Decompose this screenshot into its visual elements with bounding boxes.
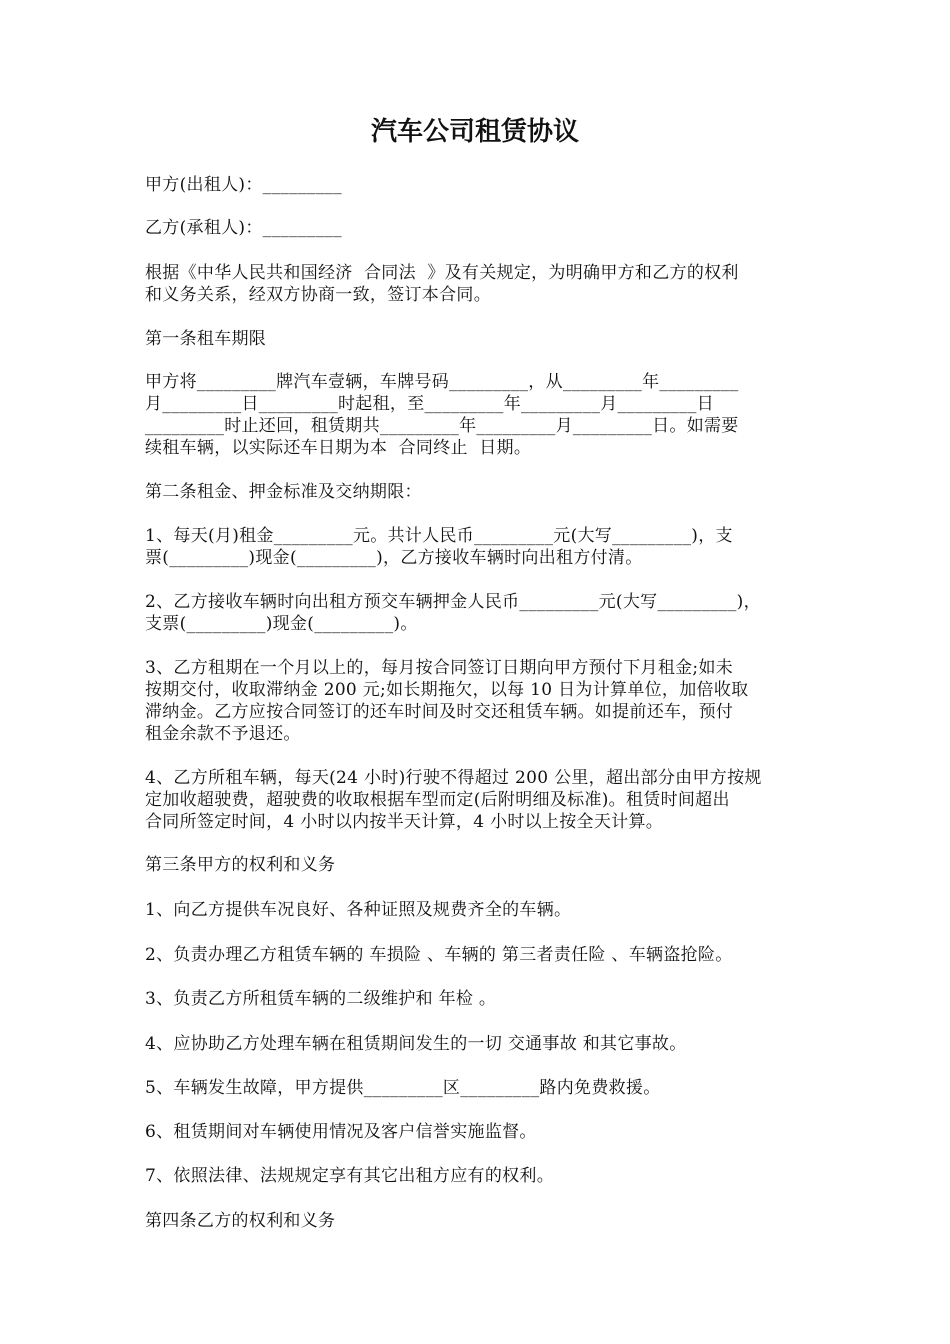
article2-item3-line: 租金余款不予退还。	[145, 724, 301, 744]
document-title: 汽车公司租赁协议	[370, 117, 579, 147]
article2-item3	[145, 657, 810, 745]
article2-item3-line: 滞纳金。乙方应按合同签订的还车时间及时交还租赁车辆。如提前还车，预付	[145, 702, 734, 722]
article2-item1	[145, 525, 810, 569]
article2-item1-line: 1、每天(月)租金_________元。共计人民币_________元(大写_________)，支	[145, 526, 733, 546]
article1-line: 续租车辆，以实际还车日期为本 合同终止 日期。	[145, 438, 532, 458]
article3-item1: 1、向乙方提供车况良好、各种证照及规费齐全的车辆。	[145, 900, 572, 920]
article2-item1-line: 票(_________)现金(_________)，乙方接收车辆时向出租方付清。	[145, 548, 643, 568]
article4-heading: 第四条乙方的权利和义务	[145, 1211, 336, 1231]
article3-item5: 5、车辆发生故障，甲方提供_________区_________路内免费救援。	[145, 1078, 661, 1098]
article1-line: 月_________日_________时起租，至_________年_________月_________日	[145, 394, 714, 414]
article3-item3: 3、负责乙方所租赁车辆的二级维护和 年检 。	[145, 989, 497, 1009]
article3-item2: 2、负责办理乙方租赁车辆的 车损险 、车辆的 第三者责任险 、车辆盗抢险。	[145, 945, 733, 965]
article1-line: _________时止还回，租赁期共_________年_________月_________日。如需要	[145, 416, 739, 436]
article1-heading: 第一条租车期限	[145, 329, 267, 349]
article2-item3-line: 3、乙方租期在一个月以上的，每月按合同签订日期向甲方预付下月租金;如未	[145, 658, 734, 678]
article3-item6: 6、租赁期间对车辆使用情况及客户信誉实施监督。	[145, 1122, 537, 1142]
article2-item2-line: 支票(_________)现金(_________)。	[145, 614, 418, 634]
article2-heading: 第二条租金、押金标准及交纳期限：	[145, 482, 422, 502]
article3-heading: 第三条甲方的权利和义务	[145, 855, 336, 875]
article2-item4-line: 合同所签定时间，4 小时以内按半天计算，4 小时以上按全天计算。	[145, 812, 664, 832]
intro-paragraph	[145, 262, 810, 306]
article2-item4-line: 定加收超驶费，超驶费的收取根据车型而定(后附明细及标准)。租赁时间超出	[145, 790, 730, 810]
article2-item2	[145, 591, 810, 635]
intro-line: 和义务关系，经双方协商一致，签订本合同。	[145, 285, 491, 305]
article3-item4: 4、应协助乙方处理车辆在租赁期间发生的一切 交通事故 和其它事故。	[145, 1034, 687, 1054]
article2-item3-line: 按期交付，收取滞纳金 200 元;如长期拖欠，以每 10 日为计算单位，加倍收取	[145, 680, 749, 700]
article2-item2-line: 2、乙方接收车辆时向出租方预交车辆押金人民币_________元(大写_________)，	[145, 592, 761, 612]
article1-body	[145, 371, 810, 459]
article3-item7: 7、依照法律、法规规定享有其它出租方应有的权利。	[145, 1166, 555, 1186]
intro-line: 根据《中华人民共和国经济 合同法 》及有关规定，为明确甲方和乙方的权利	[145, 263, 739, 283]
article1-line: 甲方将_________牌汽车壹辆，车牌号码_________，从_________年_________	[145, 372, 739, 392]
article2-item4-line: 4、乙方所租车辆，每天(24 小时)行驶不得超过 200 公里，超出部分由甲方按规	[145, 768, 762, 788]
party-b-line: 乙方(承租人)：_________	[145, 218, 342, 238]
party-a-line: 甲方(出租人)：_________	[145, 175, 342, 195]
article2-item4	[145, 767, 810, 833]
